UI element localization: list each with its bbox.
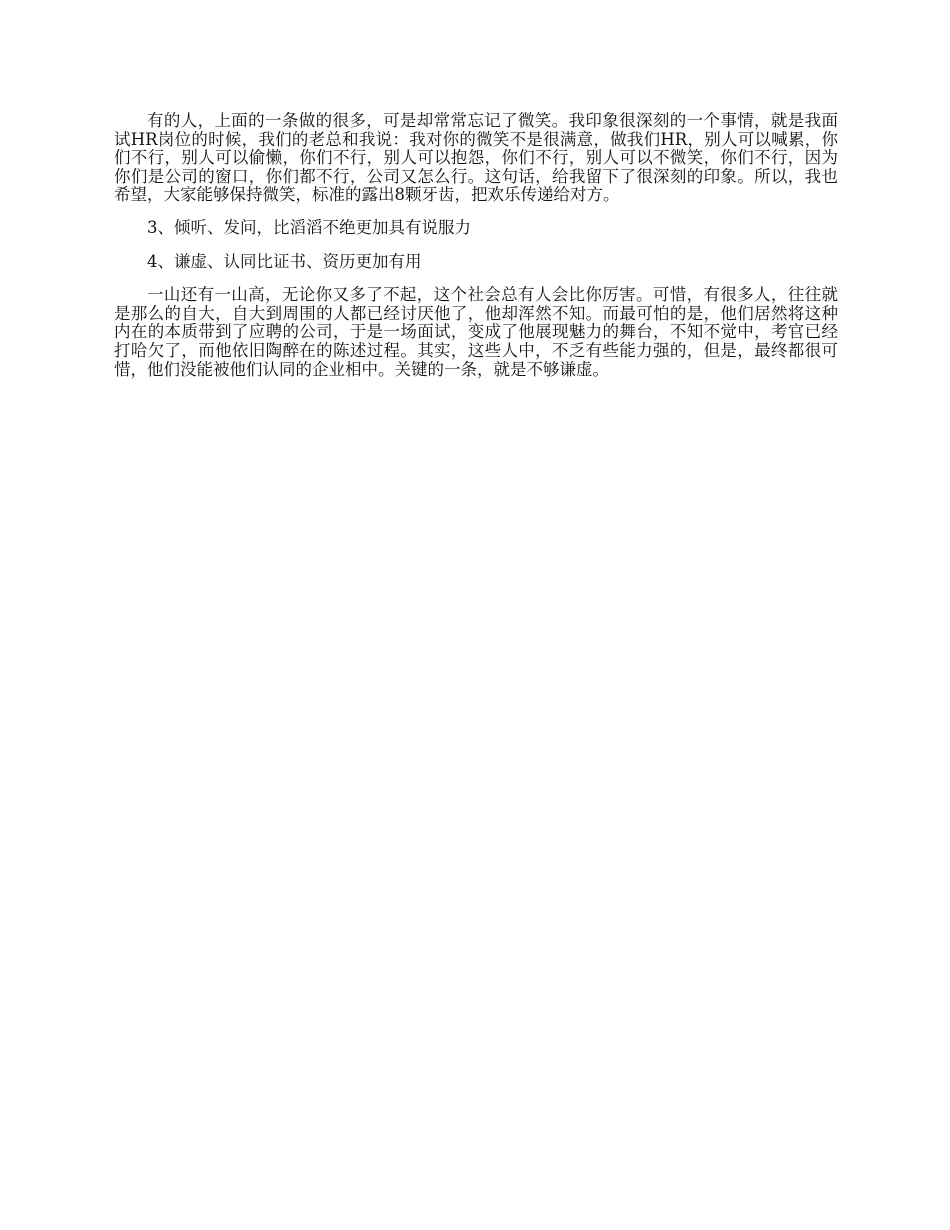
point-4-heading: 4、谦虚、认同比证书、资历更加有用 — [147, 251, 422, 271]
paragraph-smile: 有的人，上面的一条做的很多，可是却常常忘记了微笑。我印象很深刻的一个事情，就是我面试HR岗位的时候，我们的老总和我说：我对你的微笑不是很满意，做我们HR，别人可以喊累，你们不行，别人可以偷懒，你们不行，别人可以抱怨，你们不行，别人可以不微笑，你们不行，因为你们是公司的窗口，你们都不行，公司又怎么行。这句话，给我留下了很深刻的印象。所以，我也希望，大家能够保持微笑，标准的露出8颗牙齿，把欢乐传递给对方。 — [114, 111, 838, 205]
point-3-heading: 3、倾听、发问，比滔滔不绝更加具有说服力 — [147, 217, 471, 237]
paragraph-humility: 一山还有一山高，无论你又多了不起，这个社会总有人会比你厉害。可惜，有很多人，往往就是那么的自大，自大到周围的人都已经讨厌他了，他却浑然不知。而最可怕的是，他们居然将这种内在的本质带到了应聘的公司，于是一场面试，变成了他展现魅力的舞台，不知不觉中，考官已经打哈欠了，而他依旧陶醉在的陈述过程。其实，这些人中，不乏有些能力强的，但是，最终都很可惜，他们没能被他们认同的企业相中。关键的一条，就是不够谦虚。 — [114, 285, 838, 379]
document-body — [114, 112, 838, 393]
